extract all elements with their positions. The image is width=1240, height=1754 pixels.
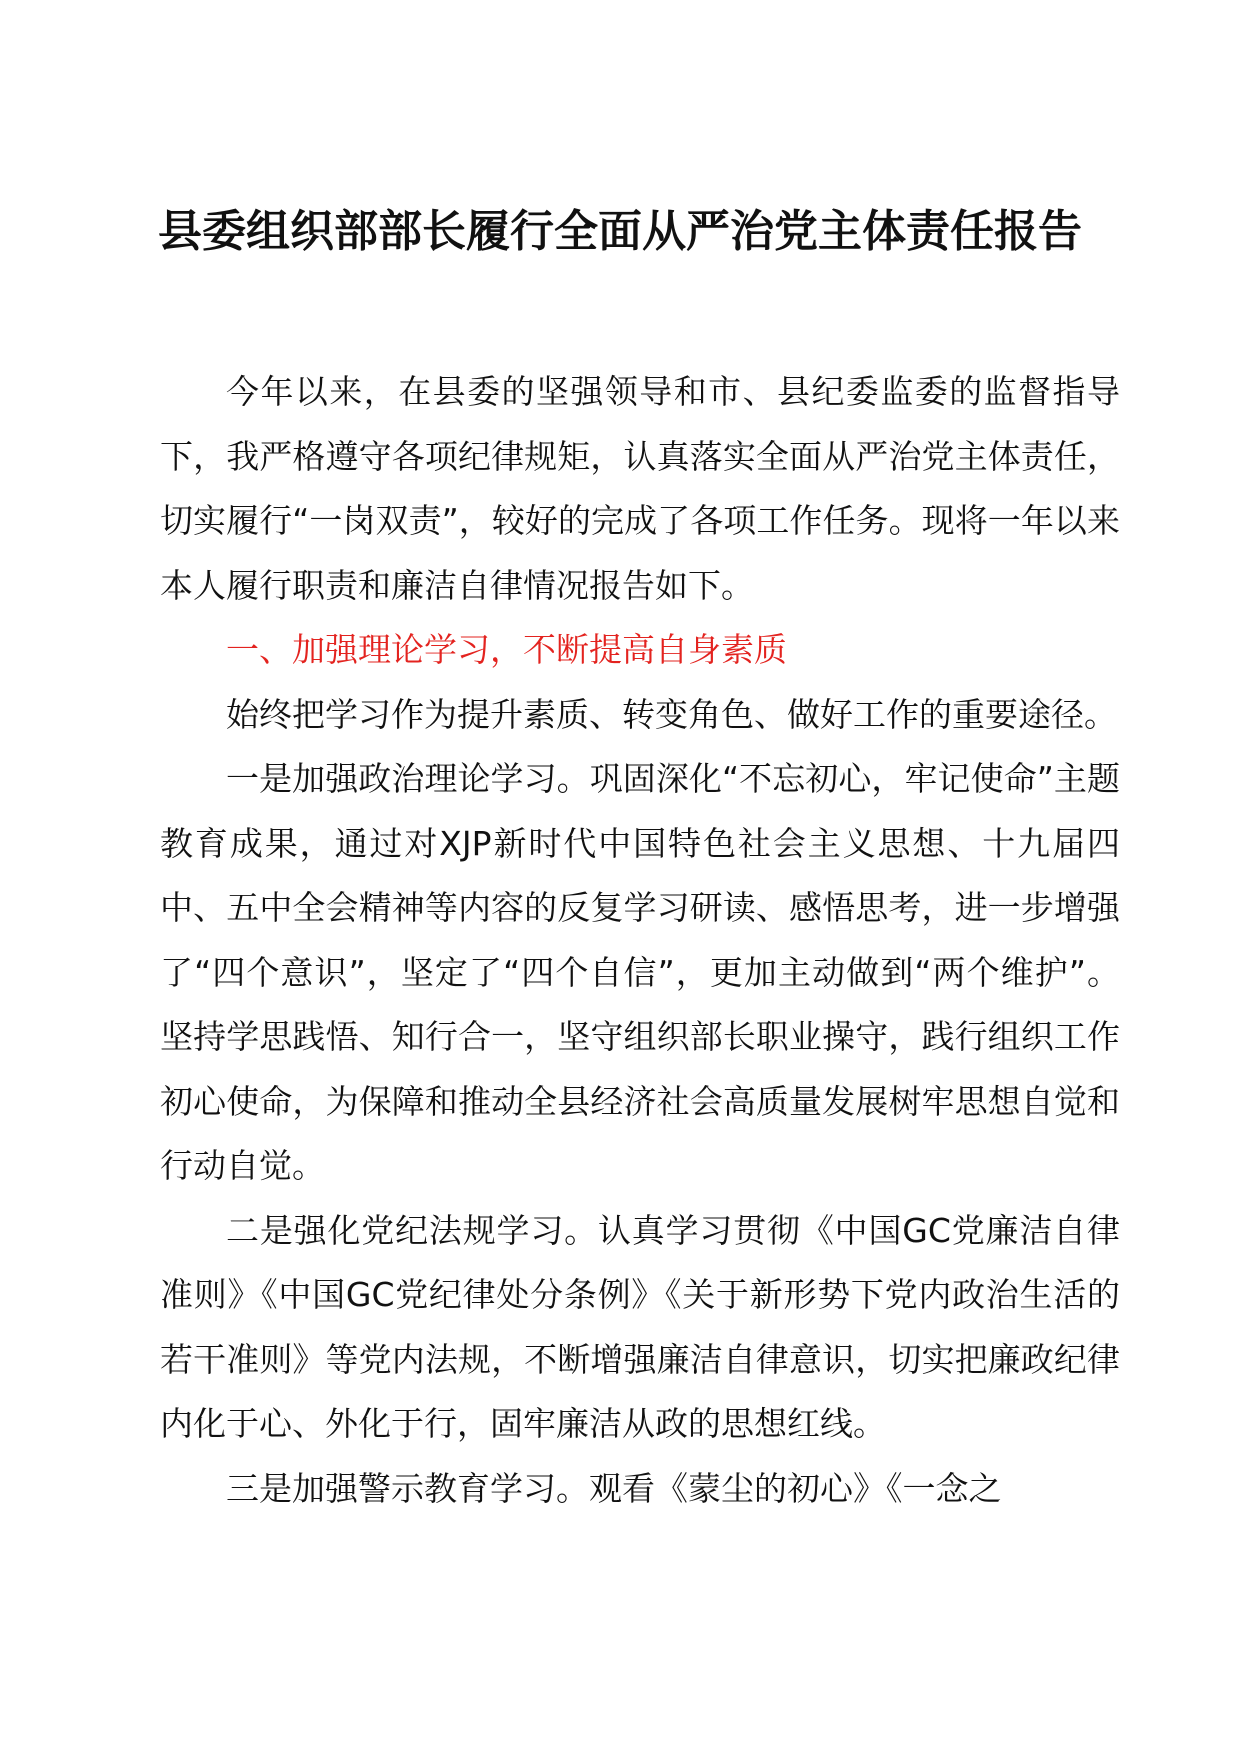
paragraph-political-theory: 一是加强政治理论学习。巩固深化“不忘初心，牢记使命”主题教育成果，通过对XJP新时代中国特色社会主义思想、十九届四中、五中全会精神等内容的反复学习研读、感悟思考，进一步增强了“四个意识”，坚定了“四个自信”，更加主动做到“两个维护”。坚持学思践悟、知行合一，坚守组织部长职业操守，践行组织工作初心使命，为保障和推动全县经济社会高质量发展树牢思想自觉和行动自觉。 — [160, 759, 1120, 1185]
section-heading-1: 一、加强理论学习，不断提高自身素质 — [226, 630, 787, 669]
paragraph-warning-education: 三是加强警示教育学习。观看《蒙尘的初心》《一念之 — [226, 1468, 1002, 1508]
document-body — [160, 360, 1120, 1521]
paragraph-intro: 今年以来，在县委的坚强领导和市、县纪委监委的监督指导下，我严格遵守各项纪律规矩，认真落实全面从严治党主体责任，切实履行“一岗双责”，较好的完成了各项工作任务。现将一年以来本人履行职责和廉洁自律情况报告如下。 — [160, 372, 1120, 605]
paragraph-party-discipline: 二是强化党纪法规学习。认真学习贯彻《中国GC党廉洁自律准则》《中国GC党纪律处分条例》《关于新形势下党内政治生活的若干准则》等党内法规，不断增强廉洁自律意识，切实把廉政纪律内化于心、外化于行，固牢廉洁从政的思想红线。 — [160, 1210, 1120, 1443]
paragraph-section-lead: 始终把学习作为提升素质、转变角色、做好工作的重要途径。 — [226, 694, 1117, 734]
document-title: 县委组织部部长履行全面从严治党主体责任报告 — [158, 206, 1082, 257]
